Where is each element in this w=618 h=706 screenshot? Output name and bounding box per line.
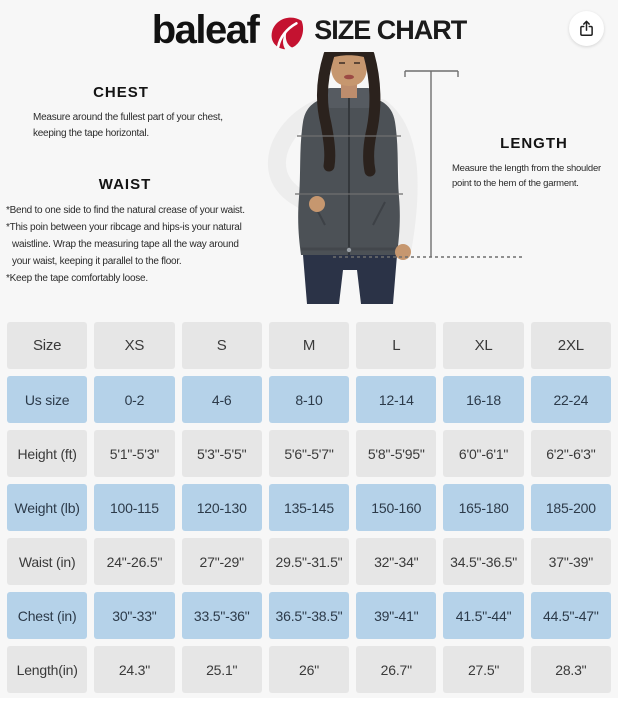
header xyxy=(0,6,618,54)
table-cell: 26" xyxy=(269,646,349,693)
row-label-cell: Chest (in) xyxy=(7,592,87,639)
size-table-header-cell: M xyxy=(269,322,349,369)
table-cell: 39"-41" xyxy=(356,592,436,639)
table-cell: 24"-26.5" xyxy=(94,538,174,585)
table-cell: 5'6"-5'7" xyxy=(269,430,349,477)
table-cell: 5'8"-5'95" xyxy=(356,430,436,477)
table-cell: 30"-33" xyxy=(94,592,174,639)
row-label-cell: Length(in) xyxy=(7,646,87,693)
table-cell: 5'3"-5'5" xyxy=(182,430,262,477)
size-table-header-cell: XS xyxy=(94,322,174,369)
size-table xyxy=(7,322,611,693)
chest-guide-line: keeping the tape horizontal. xyxy=(33,128,149,139)
table-cell: 150-160 xyxy=(356,484,436,531)
table-cell: 5'1"-5'3" xyxy=(94,430,174,477)
chest-guide-line: Measure around the fullest part of your chest, xyxy=(33,112,223,123)
table-cell: 44.5"-47" xyxy=(531,592,611,639)
length-guide-line: point to the hem of the garment. xyxy=(452,178,579,189)
page-bottom-strip xyxy=(0,698,618,706)
size-table-header-cell: Size xyxy=(7,322,87,369)
model-face xyxy=(331,52,367,86)
length-heading: LENGTH xyxy=(500,135,568,152)
row-label-cell: Height (ft) xyxy=(7,430,87,477)
table-cell: 16-18 xyxy=(443,376,523,423)
model-jeans xyxy=(303,255,397,304)
table-cell: 25.1" xyxy=(182,646,262,693)
table-cell: 36.5"-38.5" xyxy=(269,592,349,639)
table-cell: 135-145 xyxy=(269,484,349,531)
table-cell: 100-115 xyxy=(94,484,174,531)
table-cell: 165-180 xyxy=(443,484,523,531)
waist-guide xyxy=(6,176,244,287)
table-cell: 37"-39" xyxy=(531,538,611,585)
table-cell: 6'0"-6'1" xyxy=(443,430,523,477)
waist-guide-line: *Bend to one side to find the natural crease of your waist. xyxy=(6,205,245,216)
table-cell: 28.3" xyxy=(531,646,611,693)
row-label-cell: Waist (in) xyxy=(7,538,87,585)
waist-guide-line: *Keep the tape comfortably loose. xyxy=(6,273,148,284)
table-cell: 27"-29" xyxy=(182,538,262,585)
table-cell: 185-200 xyxy=(531,484,611,531)
table-cell: 29.5"-31.5" xyxy=(269,538,349,585)
size-table-header-cell: XL xyxy=(443,322,523,369)
chest-heading: CHEST xyxy=(93,84,149,101)
share-button[interactable] xyxy=(569,11,604,46)
waist-guide-line: your waist, keeping it parallel to the floor. xyxy=(12,256,182,267)
model-left-hand xyxy=(309,196,325,212)
table-cell: 6'2"-6'3" xyxy=(531,430,611,477)
row-label-cell: Weight (lb) xyxy=(7,484,87,531)
table-cell: 12-14 xyxy=(356,376,436,423)
baleaf-leaf-icon xyxy=(267,13,305,51)
page-title: SIZE CHART xyxy=(314,14,467,45)
model-right-hand xyxy=(395,244,411,260)
table-cell: 26.7" xyxy=(356,646,436,693)
model-braid-right xyxy=(369,55,375,171)
table-cell: 33.5"-36" xyxy=(182,592,262,639)
table-cell: 120-130 xyxy=(182,484,262,531)
chest-guide xyxy=(10,84,232,142)
table-cell: 32"-34" xyxy=(356,538,436,585)
table-cell: 41.5"-44" xyxy=(443,592,523,639)
share-icon xyxy=(577,19,596,38)
length-guide-line: Measure the length from the shoulder xyxy=(452,163,601,174)
model-lips xyxy=(344,75,354,80)
table-cell: 24.3" xyxy=(94,646,174,693)
table-cell: 34.5"-36.5" xyxy=(443,538,523,585)
table-cell: 22-24 xyxy=(531,376,611,423)
size-table-header-cell: L xyxy=(356,322,436,369)
table-cell: 4-6 xyxy=(182,376,262,423)
zipper-pull xyxy=(347,248,351,252)
table-cell: 27.5" xyxy=(443,646,523,693)
table-cell: 0-2 xyxy=(94,376,174,423)
size-table-header-cell: S xyxy=(182,322,262,369)
waist-guide-line: *This poin between your ribcage and hips-is your natural xyxy=(6,222,242,233)
table-cell: 8-10 xyxy=(269,376,349,423)
waist-heading: WAIST xyxy=(98,176,152,193)
waist-guide-line: waistline. Wrap the measuring tape all the way around xyxy=(12,239,239,250)
size-table-header-cell: 2XL xyxy=(531,322,611,369)
row-label-cell: Us size xyxy=(7,376,87,423)
brand-logo: baleaf xyxy=(151,8,259,52)
model-photo xyxy=(235,52,525,304)
